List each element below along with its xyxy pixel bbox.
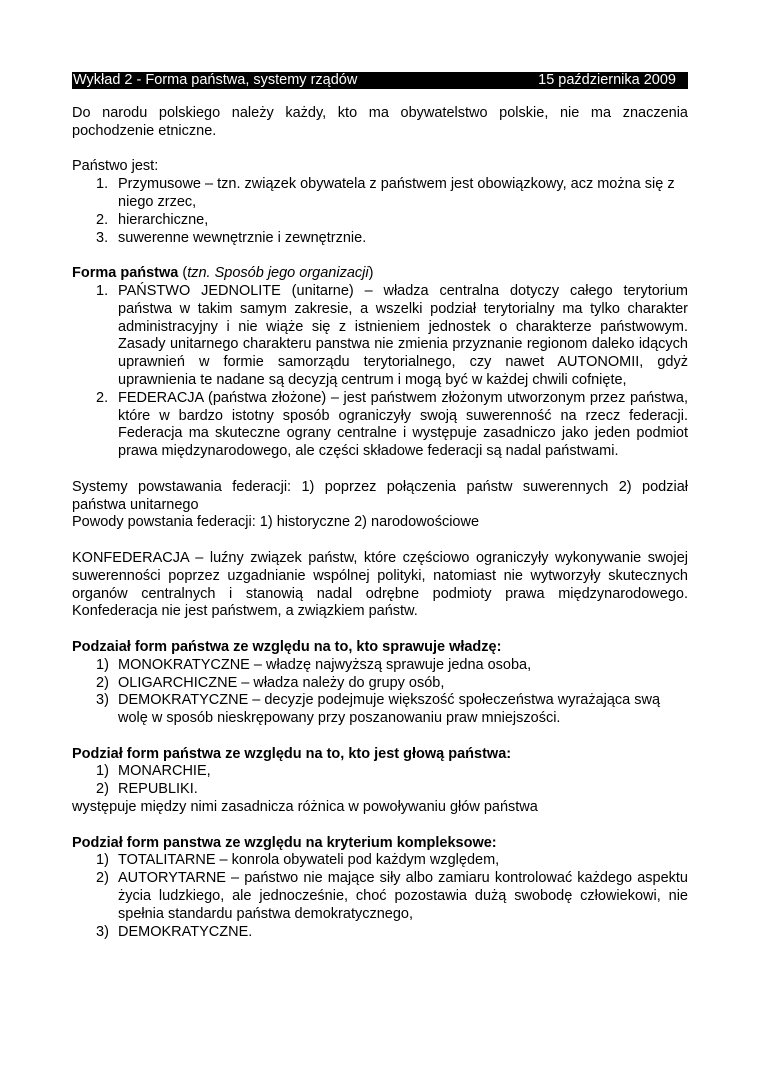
list-number: 1) xyxy=(96,656,109,673)
list-text: TOTALITARNE – konrola obywateli pod każdym względem, xyxy=(118,852,500,869)
podzial3-heading: Podział form panstwa ze względu na kryterium kompleksowe: xyxy=(72,834,497,851)
list-text: MONARCHIE, xyxy=(118,763,211,780)
list-item xyxy=(72,176,688,212)
podzial2-list xyxy=(72,763,688,799)
list-number: 3. xyxy=(96,229,109,246)
powody-paragraph: Powody powstania federacji: 1) historyczne 2) narodowościowe xyxy=(72,514,480,531)
forma-heading-italic: tzn. Sposób jego organizacji xyxy=(187,265,369,282)
list-item xyxy=(72,212,688,230)
podzial3-list xyxy=(72,852,688,941)
list-item xyxy=(72,852,688,870)
list-item xyxy=(72,390,688,461)
list-text: Przymusowe – tzn. związek obywatela z państwem jest obowiązkowy, acz można się z niego zrzec, xyxy=(118,176,675,210)
list-text: DEMOKRATYCZNE – decyzje podejmuje większość społeczeństwa wyrażająca swą wolę w sposób nieskrępowany przy poszanowaniu praw mniejszości. xyxy=(118,692,661,727)
list-item xyxy=(72,230,688,248)
list-number: 2. xyxy=(96,211,109,228)
document-body xyxy=(72,105,688,941)
list-text: hierarchiczne, xyxy=(118,211,209,228)
list-text: REPUBLIKI. xyxy=(118,781,198,798)
list-number: 1) xyxy=(96,763,109,780)
list-number: 3) xyxy=(96,692,109,709)
list-item xyxy=(72,781,688,799)
list-text: AUTORYTARNE – państwo nie mające siły albo zamiaru kontrolować każdego aspektu życia ludzkiego, ale jednocześnie, choć pozostawia dużą swobodę człowiekowi, nie spełnia standardu państwa demokratycznego, xyxy=(118,870,688,922)
podzial1-heading: Podzaiał form państwa ze względu na to, kto sprawuje władzę: xyxy=(72,638,502,655)
header-date: 15 października 2009 xyxy=(538,72,676,88)
forma-heading: Forma państwa (tzn. Sposób jego organizacji) xyxy=(72,265,374,282)
list-item xyxy=(72,675,688,693)
panstwo-heading: Państwo jest: xyxy=(72,158,159,175)
header-title: Wykład 2 - Forma państwa, systemy rządów xyxy=(73,72,358,88)
list-number: 3) xyxy=(96,923,109,940)
list-number: 2) xyxy=(96,870,109,887)
list-number: 2) xyxy=(96,781,109,798)
panstwo-list xyxy=(72,176,688,247)
list-number: 1. xyxy=(96,282,109,299)
page-header xyxy=(72,72,688,89)
list-item xyxy=(72,763,688,781)
list-number: 1. xyxy=(96,176,109,193)
list-item xyxy=(72,870,688,923)
intro-paragraph: Do narodu polskiego należy każdy, kto ma obywatelstwo polskie, nie ma znaczenia pochodzenie etniczne. xyxy=(72,105,688,139)
forma-heading-bold: Forma państwa xyxy=(72,265,179,282)
list-text: FEDERACJA (państwa złożone) – jest państwem złożonym utworzonym przez państwa, które w bardzo istotny sposób ograniczyły swoją suwerenność na rzecz federacji. Federacja ma skuteczne ograny centralne i występuje zasadniczo jako jeden podmiot prawa międzynarodowego, ale części składowe federacji są nadal państwami. xyxy=(118,389,688,460)
podzial1-list xyxy=(72,657,688,728)
list-text: suwerenne wewnętrznie i zewnętrznie. xyxy=(118,229,367,246)
konfederacja-paragraph: KONFEDERACJA – luźny związek państw, które częściowo ograniczyły wykonywanie swojej suwerenności poprzez uzgadnianie wspólnej polityki, natomiast nie wytworzyły skutecznych organów centralnych i stanowią nadal odrębne podmioty prawa międzynarodowego. Konfederacja nie jest państwem, a związkiem państw. xyxy=(72,549,688,620)
list-item xyxy=(72,657,688,675)
list-text: PAŃSTWO JEDNOLITE (unitarne) – władza centralna dotyczy całego terytorium państwa w takim samym zakresie, a wszelki podział terytorialny ma tylko charakter administracyjny i nie wiąże się z istnieniem jednostek o charakterze państwowym. Zasady unitarnego charakteru panstwa nie zmienia przyznanie regionom daleko idących uprawnień w formie samorządu terytorialnego, czy nawet AUTONOMII, gdyż uprawnienia te nadane są decyzją centrum i mogą być w każdej chwili cofnięte, xyxy=(118,282,688,388)
list-text: OLIGARCHICZNE – władza należy do grupy osób, xyxy=(118,674,445,691)
list-text: MONOKRATYCZNE – władzę najwyższą sprawuje jedna osoba, xyxy=(118,656,532,673)
list-item xyxy=(72,283,688,390)
forma-list xyxy=(72,283,688,461)
list-number: 2. xyxy=(96,389,109,406)
list-item xyxy=(72,692,688,728)
list-number: 2) xyxy=(96,674,109,691)
systemy-paragraph: Systemy powstawania federacji: 1) poprzez połączenia państw suwerennych 2) podział państwa unitarnego xyxy=(72,478,688,513)
list-number: 1) xyxy=(96,852,109,869)
podzial2-note: występuje między nimi zasadnicza różnica w powoływaniu głów państwa xyxy=(72,799,538,816)
podzial2-heading: Podział form państwa ze względu na to, kto jest głową państwa: xyxy=(72,745,512,762)
list-text: DEMOKRATYCZNE. xyxy=(118,923,253,940)
list-item xyxy=(72,924,688,942)
